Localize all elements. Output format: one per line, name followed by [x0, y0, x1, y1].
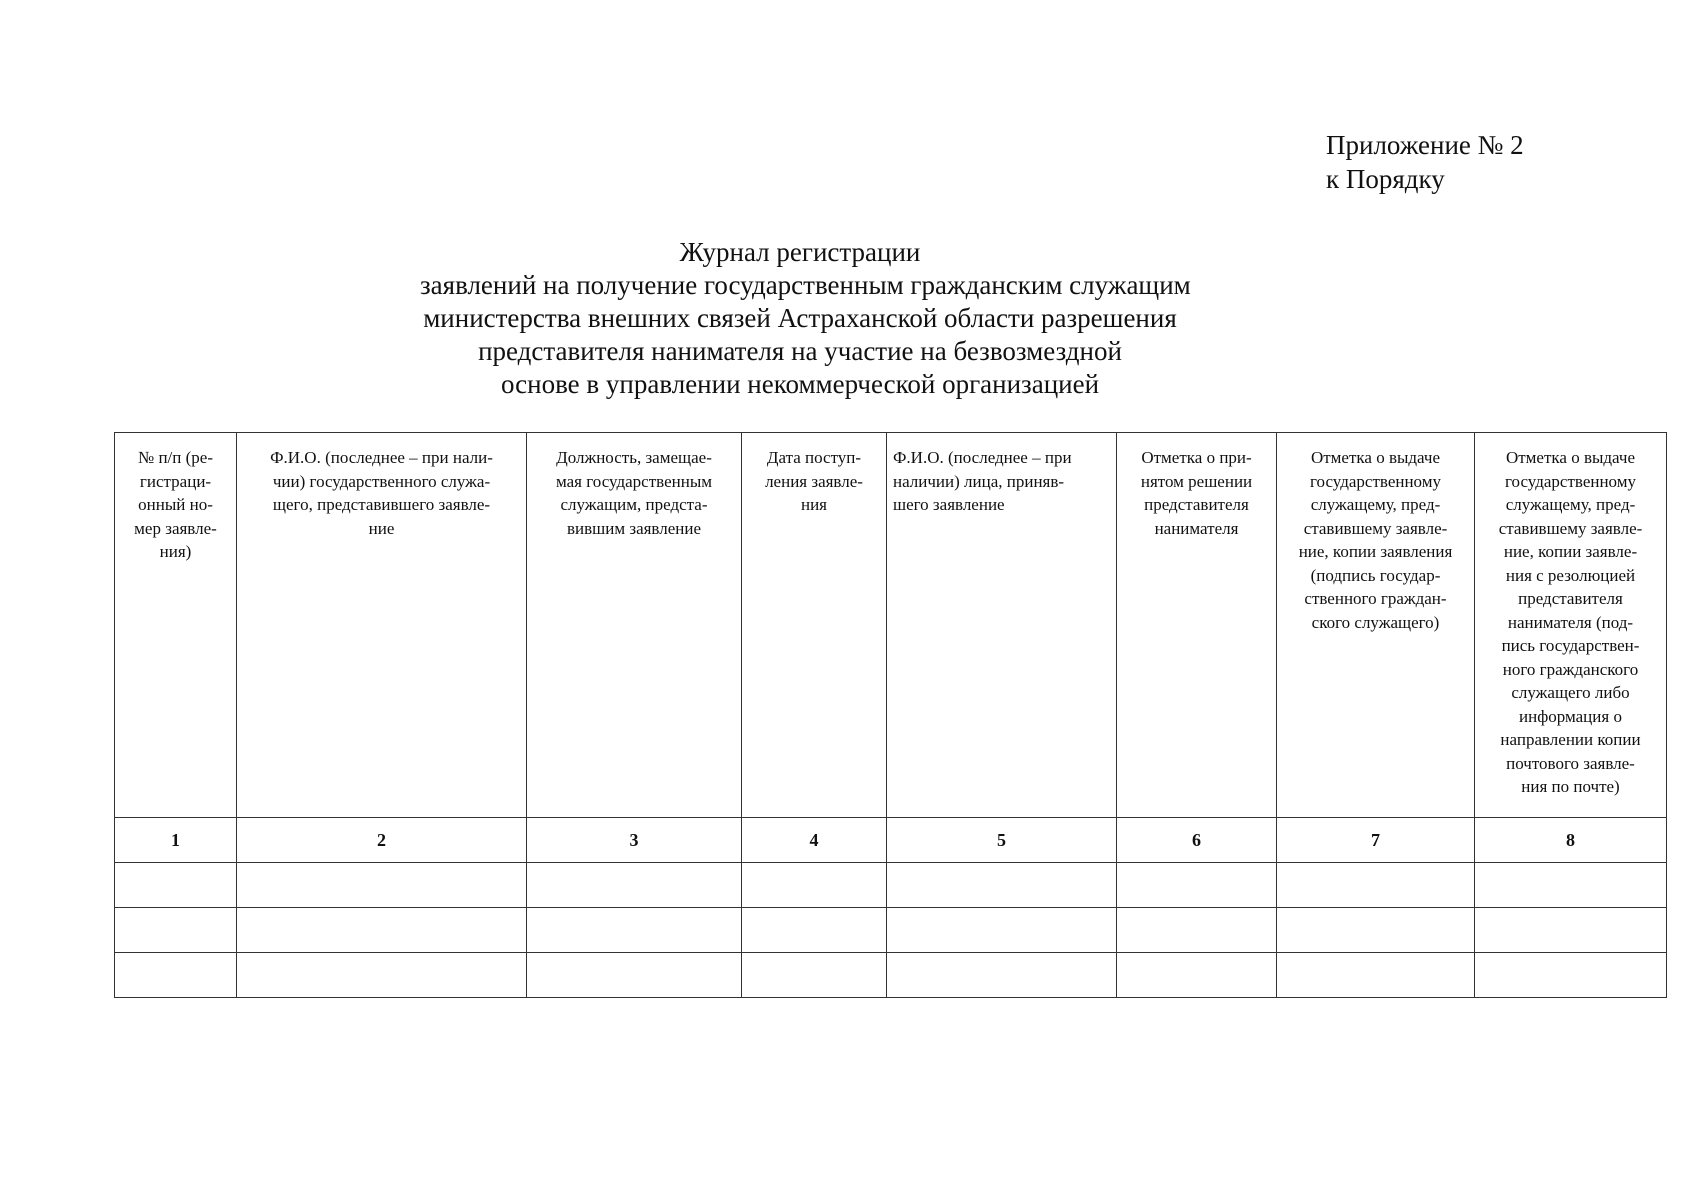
table-cell — [237, 863, 527, 908]
header-copy-issue-mark: Отметка о выдаче государственному служащему, пред- ставившему заявле- ние, копии заявления (подпись государ- ственного граждан- ского служащего) — [1277, 433, 1475, 818]
table-cell — [115, 953, 237, 998]
header-position: Должность, замещае- мая государственным служащим, предста- вившим заявление — [527, 433, 742, 818]
header-resolution-copy-mark: Отметка о выдаче государственному служащему, пред- ставившему заявле- ние, копии заявле- ния с резолюцией представителя нанимателя (под- пись государствен- ного гражданского служащего либо информация о направлении копии почтового заявле- ния по почте) — [1475, 433, 1667, 818]
header-receipt-date: Дата поступ- ления заявле- ния — [742, 433, 887, 818]
table-row — [115, 863, 1667, 908]
table-cell — [527, 908, 742, 953]
column-number: 7 — [1277, 818, 1475, 863]
table-cell — [742, 953, 887, 998]
title-line: министерства внешних связей Астраханской области разрешения — [423, 303, 1177, 333]
column-number: 4 — [742, 818, 887, 863]
title-line: основе в управлении некоммерческой организацией — [500, 369, 1100, 399]
column-number: 3 — [527, 818, 742, 863]
table-cell — [1475, 863, 1667, 908]
column-number: 6 — [1117, 818, 1277, 863]
table-cell — [1277, 953, 1475, 998]
table-row — [115, 908, 1667, 953]
table-cell — [742, 863, 887, 908]
column-number: 8 — [1475, 818, 1667, 863]
table-cell — [887, 953, 1117, 998]
table-cell — [527, 863, 742, 908]
table-cell — [887, 863, 1117, 908]
title-line: представителя нанимателя на участие на безвозмездной — [478, 336, 1122, 366]
table-cell — [1117, 863, 1277, 908]
header-decision-mark: Отметка о при- нятом решении представителя нанимателя — [1117, 433, 1277, 818]
appendix-to-order: к Порядку — [1326, 164, 1445, 194]
table-cell — [742, 908, 887, 953]
title-line: Журнал регистрации — [679, 237, 921, 267]
table-cell — [1117, 953, 1277, 998]
column-number: 5 — [887, 818, 1117, 863]
table-cell — [1277, 863, 1475, 908]
table-cell — [1475, 953, 1667, 998]
table-cell — [1475, 908, 1667, 953]
column-number: 2 — [237, 818, 527, 863]
table-cell — [887, 908, 1117, 953]
table-row — [115, 953, 1667, 998]
table-cell — [1277, 908, 1475, 953]
header-registration-number: № п/п (ре- гистраци- онный но- мер заявле- ния) — [115, 433, 237, 818]
document-title — [420, 236, 1191, 401]
registration-journal-table — [114, 432, 1667, 998]
header-applicant-name: Ф.И.О. (последнее – при нали- чии) государственного служа- щего, представившего заявле- ние — [237, 433, 527, 818]
header-receiver-name: Ф.И.О. (последнее – при наличии) лица, приняв- шего заявление — [887, 433, 1117, 818]
table-cell — [237, 953, 527, 998]
column-number-row — [115, 818, 1667, 863]
title-line: заявлений на получение государственным гражданским служащим — [420, 270, 1191, 300]
table-cell — [1117, 908, 1277, 953]
column-number: 1 — [115, 818, 237, 863]
table-cell — [237, 908, 527, 953]
table-header-row — [115, 433, 1667, 818]
table-cell — [115, 908, 237, 953]
table-cell — [527, 953, 742, 998]
appendix-number: Приложение № 2 — [1326, 130, 1524, 160]
appendix-reference — [1326, 128, 1524, 196]
table-cell — [115, 863, 237, 908]
